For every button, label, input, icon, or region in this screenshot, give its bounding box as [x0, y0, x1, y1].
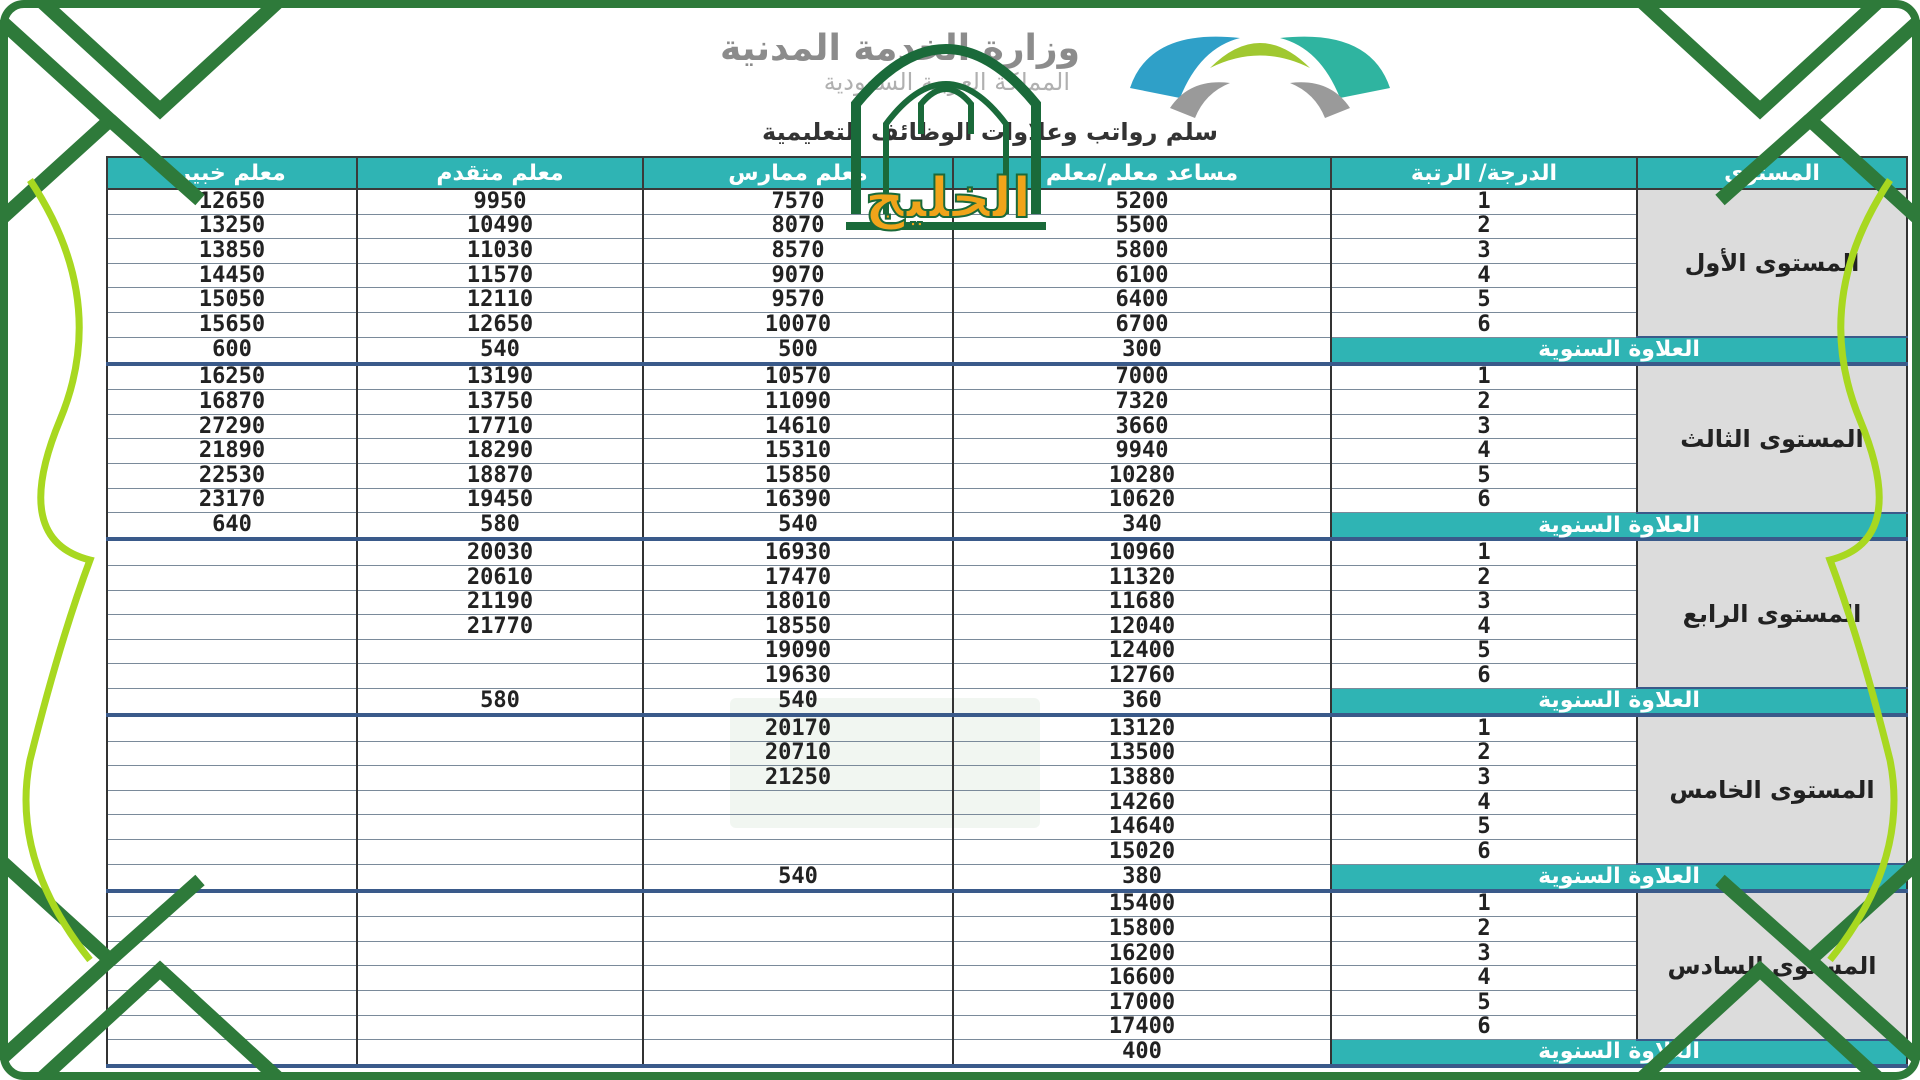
cell-assistant: 10960: [953, 539, 1331, 565]
cell-advanced: 21190: [357, 590, 643, 615]
cell-grade: 5: [1331, 639, 1637, 664]
cell-allowance: 580: [357, 513, 643, 540]
cell-advanced: [357, 790, 643, 815]
cell-practitioner: 8570: [643, 239, 953, 264]
cell-assistant: 10620: [953, 488, 1331, 513]
level-name: المستوى الرابع: [1637, 539, 1907, 688]
cell-expert: [107, 790, 357, 815]
cell-expert: 23170: [107, 488, 357, 513]
cell-advanced: [357, 715, 643, 741]
cell-assistant: 5800: [953, 239, 1331, 264]
cell-practitioner: 9570: [643, 288, 953, 313]
allowance-label: العلاوة السنوية: [1331, 688, 1907, 715]
ministry-title: وزارة الخدمة المدنية: [719, 28, 1080, 69]
allowance-row: [107, 688, 1907, 715]
cell-practitioner: [643, 1015, 953, 1040]
cell-practitioner: 17470: [643, 565, 953, 590]
cell-allowance: 300: [953, 337, 1331, 364]
cell-expert: [107, 991, 357, 1016]
cell-assistant: 15400: [953, 891, 1331, 917]
cell-assistant: 12400: [953, 639, 1331, 664]
table-row: [107, 715, 1907, 741]
allowance-row: [107, 864, 1907, 891]
cell-expert: [107, 941, 357, 966]
cell-allowance: 580: [357, 688, 643, 715]
cell-assistant: 12760: [953, 664, 1331, 689]
cell-assistant: 15020: [953, 839, 1331, 864]
cell-practitioner: 11090: [643, 390, 953, 415]
cell-assistant: 6100: [953, 263, 1331, 288]
ministry-subtitle: المملكة العربية السعودية: [823, 68, 1070, 96]
cell-assistant: 13500: [953, 741, 1331, 766]
cell-practitioner: [643, 790, 953, 815]
cell-advanced: [357, 766, 643, 791]
cell-assistant: 13880: [953, 766, 1331, 791]
cell-assistant: 10280: [953, 464, 1331, 489]
cell-advanced: 20030: [357, 539, 643, 565]
allowance-row: [107, 513, 1907, 540]
cell-expert: [107, 1015, 357, 1040]
cell-advanced: 19450: [357, 488, 643, 513]
cell-grade: 3: [1331, 414, 1637, 439]
cell-grade: 4: [1331, 966, 1637, 991]
cell-allowance: [357, 864, 643, 891]
cell-expert: [107, 539, 357, 565]
cell-expert: 15050: [107, 288, 357, 313]
cell-advanced: 11030: [357, 239, 643, 264]
cell-grade: 2: [1331, 741, 1637, 766]
cell-expert: [107, 966, 357, 991]
col-advanced: معلم متقدم: [357, 157, 643, 189]
cell-practitioner: 15850: [643, 464, 953, 489]
col-expert: معلم خبير: [107, 157, 357, 189]
cell-advanced: [357, 1015, 643, 1040]
col-level: المستوى: [1637, 157, 1907, 189]
cell-advanced: [357, 966, 643, 991]
cell-advanced: 11570: [357, 263, 643, 288]
cell-expert: [107, 639, 357, 664]
cell-expert: [107, 615, 357, 640]
cell-expert: 16250: [107, 364, 357, 390]
cell-practitioner: 7570: [643, 189, 953, 214]
cell-assistant: 17400: [953, 1015, 1331, 1040]
cell-allowance: 540: [643, 864, 953, 891]
cell-expert: 15650: [107, 312, 357, 337]
cell-practitioner: [643, 966, 953, 991]
cell-expert: 13250: [107, 214, 357, 239]
table-row: [107, 364, 1907, 390]
cell-grade: 2: [1331, 390, 1637, 415]
allowance-label: العلاوة السنوية: [1331, 1040, 1907, 1067]
cell-advanced: 17710: [357, 414, 643, 439]
cell-expert: [107, 565, 357, 590]
cell-assistant: 11320: [953, 565, 1331, 590]
cell-allowance: [107, 864, 357, 891]
cell-practitioner: 19630: [643, 664, 953, 689]
cell-advanced: [357, 815, 643, 840]
cell-allowance: 500: [643, 337, 953, 364]
cell-allowance: 380: [953, 864, 1331, 891]
cell-allowance: 540: [357, 337, 643, 364]
cell-expert: 13850: [107, 239, 357, 264]
cell-grade: 1: [1331, 189, 1637, 214]
watermark-text: الخليج: [864, 166, 1032, 231]
cell-grade: 3: [1331, 766, 1637, 791]
cell-grade: 1: [1331, 364, 1637, 390]
cell-advanced: [357, 917, 643, 942]
cell-expert: [107, 891, 357, 917]
allowance-label: العلاوة السنوية: [1331, 337, 1907, 364]
allowance-label: العلاوة السنوية: [1331, 513, 1907, 540]
cell-practitioner: 10570: [643, 364, 953, 390]
cell-grade: 5: [1331, 815, 1637, 840]
cell-grade: 3: [1331, 239, 1637, 264]
cell-advanced: 20610: [357, 565, 643, 590]
cell-practitioner: 18550: [643, 615, 953, 640]
cell-assistant: 6700: [953, 312, 1331, 337]
cell-assistant: 16200: [953, 941, 1331, 966]
cell-grade: 1: [1331, 891, 1637, 917]
col-assistant: مساعد معلم/معلم: [953, 157, 1331, 189]
cell-grade: 4: [1331, 439, 1637, 464]
cell-practitioner: 8070: [643, 214, 953, 239]
cell-advanced: 12110: [357, 288, 643, 313]
col-practitioner: معلم ممارس: [643, 157, 953, 189]
level-name: المستوى السادس: [1637, 891, 1907, 1040]
cell-grade: 4: [1331, 790, 1637, 815]
cell-practitioner: 19090: [643, 639, 953, 664]
cell-practitioner: [643, 991, 953, 1016]
cell-grade: 6: [1331, 664, 1637, 689]
cell-grade: 1: [1331, 715, 1637, 741]
cell-practitioner: 10070: [643, 312, 953, 337]
cell-grade: 5: [1331, 464, 1637, 489]
cell-practitioner: [643, 917, 953, 942]
cell-advanced: [357, 941, 643, 966]
cell-expert: [107, 715, 357, 741]
cell-grade: 2: [1331, 917, 1637, 942]
cell-advanced: [357, 891, 643, 917]
level-name: المستوى الأول: [1637, 189, 1907, 337]
cell-assistant: 14260: [953, 790, 1331, 815]
ministry-logo-icon: [1110, 8, 1410, 120]
table-row: [107, 539, 1907, 565]
cell-grade: 3: [1331, 941, 1637, 966]
cell-grade: 2: [1331, 214, 1637, 239]
cell-expert: 14450: [107, 263, 357, 288]
cell-assistant: 13120: [953, 715, 1331, 741]
salary-table: [106, 156, 1908, 1068]
cell-grade: 5: [1331, 288, 1637, 313]
cell-assistant: 3660: [953, 414, 1331, 439]
level-name: المستوى الخامس: [1637, 715, 1907, 864]
cell-advanced: 12650: [357, 312, 643, 337]
cell-practitioner: 20710: [643, 741, 953, 766]
allowance-row: [107, 1040, 1907, 1067]
allowance-row: [107, 337, 1907, 364]
table-row: [107, 891, 1907, 917]
cell-practitioner: [643, 941, 953, 966]
cell-grade: 6: [1331, 839, 1637, 864]
cell-expert: 21890: [107, 439, 357, 464]
cell-expert: [107, 741, 357, 766]
cell-practitioner: 14610: [643, 414, 953, 439]
cell-advanced: 13750: [357, 390, 643, 415]
cell-assistant: 7320: [953, 390, 1331, 415]
cell-grade: 1: [1331, 539, 1637, 565]
cell-practitioner: [643, 839, 953, 864]
level-name: المستوى الثالث: [1637, 364, 1907, 513]
cell-practitioner: 18010: [643, 590, 953, 615]
cell-expert: 27290: [107, 414, 357, 439]
cell-practitioner: 16930: [643, 539, 953, 565]
cell-practitioner: [643, 815, 953, 840]
cell-practitioner: 20170: [643, 715, 953, 741]
cell-expert: [107, 815, 357, 840]
cell-assistant: 9940: [953, 439, 1331, 464]
cell-practitioner: 9070: [643, 263, 953, 288]
cell-assistant: 6400: [953, 288, 1331, 313]
cell-allowance: [107, 1040, 357, 1067]
cell-grade: 5: [1331, 991, 1637, 1016]
cell-assistant: 16600: [953, 966, 1331, 991]
cell-expert: 22530: [107, 464, 357, 489]
table-title: سلم رواتب وعلاوات الوظائف التعليمية: [762, 118, 1218, 146]
cell-practitioner: 15310: [643, 439, 953, 464]
cell-allowance: [107, 688, 357, 715]
cell-grade: 6: [1331, 312, 1637, 337]
cell-expert: 16870: [107, 390, 357, 415]
cell-grade: 6: [1331, 488, 1637, 513]
cell-advanced: 13190: [357, 364, 643, 390]
cell-assistant: 15800: [953, 917, 1331, 942]
cell-grade: 4: [1331, 263, 1637, 288]
cell-expert: [107, 917, 357, 942]
cell-expert: [107, 664, 357, 689]
cell-advanced: [357, 741, 643, 766]
cell-assistant: 14640: [953, 815, 1331, 840]
cell-practitioner: 21250: [643, 766, 953, 791]
cell-allowance: [357, 1040, 643, 1067]
cell-grade: 4: [1331, 615, 1637, 640]
cell-assistant: 5200: [953, 189, 1331, 214]
cell-grade: 3: [1331, 590, 1637, 615]
cell-assistant: 11680: [953, 590, 1331, 615]
cell-expert: [107, 839, 357, 864]
cell-advanced: [357, 639, 643, 664]
cell-expert: 12650: [107, 189, 357, 214]
cell-advanced: [357, 839, 643, 864]
cell-assistant: 7000: [953, 364, 1331, 390]
cell-assistant: 12040: [953, 615, 1331, 640]
cell-advanced: 10490: [357, 214, 643, 239]
cell-expert: [107, 590, 357, 615]
cell-allowance: 400: [953, 1040, 1331, 1067]
cell-allowance: 640: [107, 513, 357, 540]
cell-advanced: 18290: [357, 439, 643, 464]
cell-advanced: 9950: [357, 189, 643, 214]
cell-allowance: 540: [643, 513, 953, 540]
cell-assistant: 17000: [953, 991, 1331, 1016]
cell-advanced: 21770: [357, 615, 643, 640]
cell-allowance: 600: [107, 337, 357, 364]
cell-allowance: 340: [953, 513, 1331, 540]
cell-grade: 2: [1331, 565, 1637, 590]
cell-allowance: [643, 1040, 953, 1067]
cell-assistant: 5500: [953, 214, 1331, 239]
cell-advanced: [357, 664, 643, 689]
cell-practitioner: 16390: [643, 488, 953, 513]
cell-advanced: [357, 991, 643, 1016]
cell-expert: [107, 766, 357, 791]
col-grade: الدرجة/ الرتبة: [1331, 157, 1637, 189]
cell-advanced: 18870: [357, 464, 643, 489]
cell-allowance: 360: [953, 688, 1331, 715]
cell-allowance: 540: [643, 688, 953, 715]
cell-practitioner: [643, 891, 953, 917]
cell-grade: 6: [1331, 1015, 1637, 1040]
allowance-label: العلاوة السنوية: [1331, 864, 1907, 891]
